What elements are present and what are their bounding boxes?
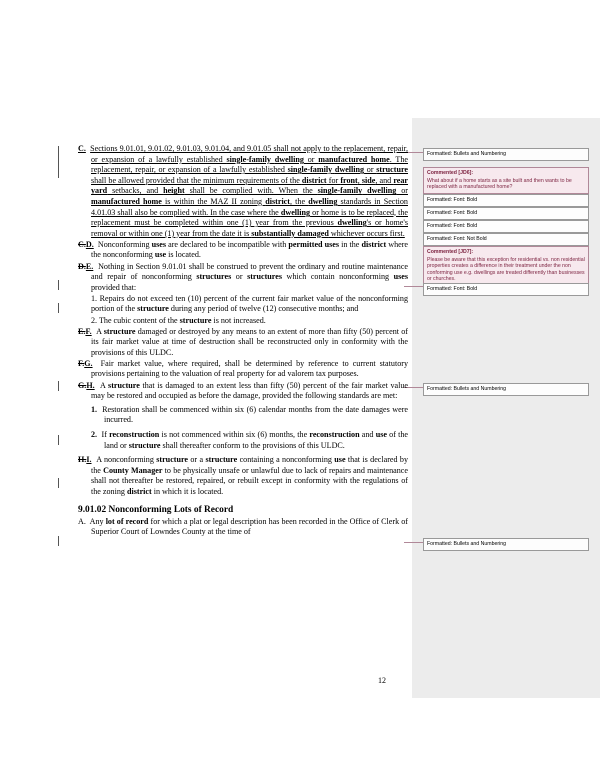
callout-title: Formatted: Font: Bold — [427, 197, 478, 203]
paragraph-e-sub-2-text: 2. The cubic content of the structure is not increased. — [91, 315, 266, 325]
callout-font-not-bold[interactable] — [423, 233, 589, 246]
callout-leader — [404, 542, 424, 543]
paragraph-h-text: A structure that is damaged to an extent less than fifty (50) percent of the fair market value may be restored and occupied as before the damage, provided the following standards are met: — [91, 380, 409, 401]
paragraph-f-text: A structure damaged or destroyed by any means to an extent of more than fifty (50) percent of its fair market value at time of destruction shall be reconstructed only in conformity with the provisions of this ULDC. — [91, 326, 409, 357]
change-bar — [58, 146, 59, 178]
change-bar — [58, 478, 59, 488]
callout-font-bold-2[interactable] — [423, 207, 589, 220]
paragraph-d-old-label: C. — [78, 239, 86, 249]
change-bar — [58, 303, 59, 313]
paragraph-h-sub-2-number: 2. — [91, 429, 98, 439]
paragraph-g-new-label: G. — [84, 358, 93, 368]
paragraph-h-sub-2-text: If reconstruction is not commenced within six (6) months, the reconstruction and use of the land or structure shall thereafter conform to the provisions of this ULDC. — [101, 429, 408, 450]
callout-font-bold-4[interactable] — [423, 283, 589, 296]
callout-font-bold-3[interactable] — [423, 220, 589, 233]
callout-title: Formatted: Bullets and Numbering — [427, 541, 507, 547]
paragraph-d-new-label: D. — [85, 239, 94, 249]
callout-comment-jd7[interactable] — [423, 246, 589, 286]
callout-title: Formatted: Bullets and Numbering — [427, 151, 507, 157]
paragraph-f-new-label: F. — [85, 326, 92, 336]
paragraph-h-old-label: G. — [78, 380, 87, 390]
paragraph-i-new-label: I. — [86, 455, 92, 465]
paragraph-e-old-label: D. — [78, 261, 86, 271]
paragraph-c: C. Sections 9.01.01, 9.01.02, 9.01.03, 9.01.04, and 9.01.05 shall not apply to the replacement, repair, or expansion of a lawfully established single-family dwelling or manufactured home. The replacement, repair, or expansion of a lawfully established single-family dwelling or structure shall be allowed provided that the minimum requirements of the district for front, side, and rear yard setbacks, and height shall be complied with. When the single-family dwelling or manufactured home is within the MAZ II zoning district, the dwelling standards in Section 4.01.03 shall also be complied with. In the case where the dwelling or home is to be replaced, the replacement must be completed within one (1) year from the previous dwelling's or home's removal or within one (1) year from the date it is substantially damaged whichever occurs first. — [78, 144, 409, 238]
paragraph-h — [78, 381, 408, 402]
callout-title: Formatted: Font: Bold — [427, 223, 478, 229]
section-a-paragraph — [78, 517, 408, 538]
paragraph-i-text: A nonconforming structure or a structure containing a nonconforming use that is declared by the County Manager to be physically unsafe or unlawful due to lack of repairs and maintenance shall not thereafter be restored, repaired, or rebuilt except in conformity with the regulations of the zoning district in which it is located. — [91, 455, 408, 496]
paragraph-e-sub-1-text: 1. Repairs do not exceed ten (10) percent of the current fair market value of the nonconforming portion of the structure during any period of twelve (12) consecutive months; and — [91, 293, 408, 314]
paragraph-e-new-label: E. — [85, 261, 94, 271]
callout-title: Formatted: Font: Bold — [427, 210, 478, 216]
callout-title: Formatted: Font: Not Bold — [427, 236, 487, 242]
paragraph-i — [78, 455, 408, 497]
callout-body: Please be aware that this exception for residential vs. non residential properties creates a difference in their treatment under the non conforming use e.g. dwellings are treated differently than businesses or churches. — [427, 256, 585, 283]
callout-formatted-bullets-2[interactable] — [423, 383, 589, 396]
callout-formatted-bullets-1[interactable] — [423, 148, 589, 161]
callout-formatted-bullets-3[interactable] — [423, 538, 589, 551]
section-heading: 9.01.02 Nonconforming Lots of Record — [78, 504, 234, 515]
section-a-text: Any lot of record for which a plat or legal description has been recorded in the Office of Clerk of Superior Court of Lowndes County at the time of — [89, 516, 408, 537]
paragraph-e — [78, 262, 408, 294]
paragraph-i-old-label: H. — [78, 455, 87, 465]
callout-body: What about if a home starts as a site built and then wants to be replaced with a manufactured home? — [427, 177, 572, 191]
change-bar — [58, 536, 59, 546]
paragraph-g-old-label: F. — [78, 358, 85, 368]
paragraph-h-sub-2 — [78, 430, 408, 451]
paragraph-h-sub-1-text: Restoration shall be commenced within six (6) calendar months from the date damages were incurred. — [102, 404, 408, 425]
callout-title: Commented [JD7]: — [427, 249, 474, 255]
change-bar — [58, 280, 59, 290]
paragraph-e-text: Nothing in Section 9.01.01 shall be construed to prevent the ordinary and routine maintenance and repair of nonconforming structures or structures which contain nonconforming uses provided that: — [91, 261, 409, 292]
document-body — [78, 144, 408, 538]
paragraph-g — [78, 359, 408, 380]
paragraph-h-sub-1 — [78, 405, 408, 426]
change-bar — [58, 435, 59, 445]
paragraph-f — [78, 327, 408, 359]
page-number: 12 — [378, 676, 386, 685]
section-a-label: A. — [78, 516, 86, 526]
paragraph-g-text: Fair market value, where required, shall be determined by reference to current statutory provisions pertaining to the valuation of real property for ad valorem tax purposes. — [91, 358, 408, 379]
change-bar — [58, 381, 59, 391]
callout-title: Commented [JD6]: — [427, 170, 474, 176]
callout-title: Formatted: Bullets and Numbering — [427, 386, 507, 392]
paragraph-h-new-label: H. — [86, 380, 95, 390]
callout-comment-jd6[interactable] — [423, 167, 589, 194]
paragraph-h-sub-1-number: 1. — [91, 404, 98, 414]
paragraph-d — [78, 240, 408, 261]
paragraph-e-sub-1 — [78, 294, 408, 315]
paragraph-e-sub-2 — [78, 316, 408, 327]
callout-font-bold-1[interactable] — [423, 194, 589, 207]
paragraph-f-old-label: E. — [78, 326, 86, 336]
paragraph-d-text: Nonconforming uses are declared to be incompatible with permitted uses in the district where the nonconforming use is located. — [91, 239, 409, 260]
callout-title: Formatted: Font: Bold — [427, 286, 478, 292]
paragraph-c-text: Sections 9.01.01, 9.01.02, 9.01.03, 9.01.04, and 9.01.05 shall not apply to the replacement, repair, or expansion of a lawfully established single-family dwelling or manufactured home. The replacement, repair, or expansion of a lawfully established single-family dwelling or structure shall be allowed provided that the minimum requirements of the district for front, side, and rear yard setbacks, and height shall be complied with. When the single-family dwelling or manufactured home is within the MAZ II zoning district, the dwelling standards in Section 4.01.03 shall also be complied with. In the case where the dwelling or home is to be replaced, the replacement must be completed within one (1) year from the previous dwelling's or home's removal or within one (1) year from the date it is substantially damaged whichever occurs first. — [90, 144, 409, 238]
